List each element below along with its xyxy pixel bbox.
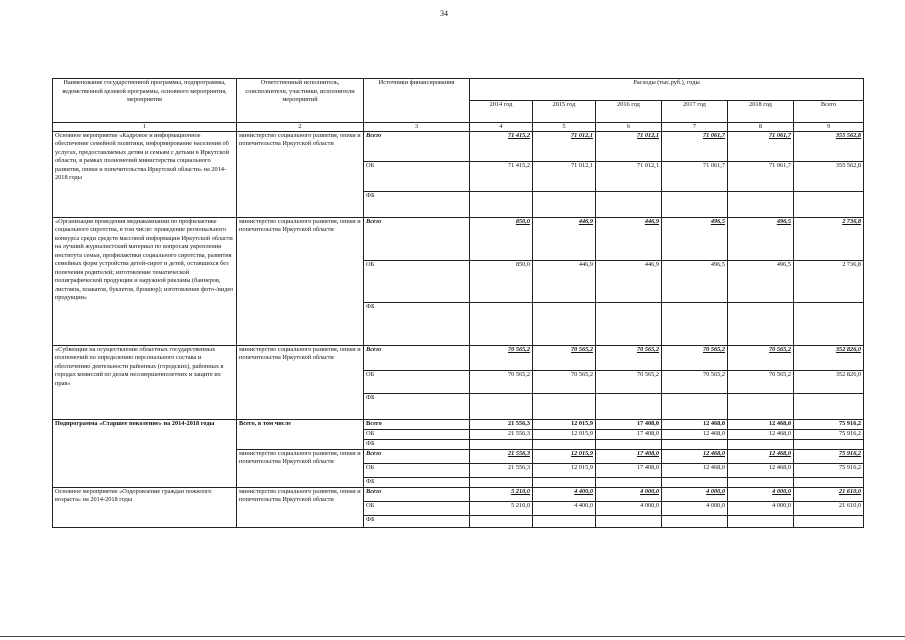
value-cell: 4 000,0	[662, 487, 728, 501]
value-cell: 75 916,2	[794, 429, 864, 439]
value-cell: 71 415,2	[470, 161, 533, 191]
value-cell: 850,0	[470, 217, 533, 260]
value-cell: 71 061,7	[662, 161, 728, 191]
header-year: 2018 год	[728, 101, 794, 123]
value-cell: 2 736,8	[794, 217, 864, 260]
value-cell: 70 565,2	[662, 370, 728, 393]
value-cell: 17 408,0	[596, 429, 662, 439]
value-cell: 17 408,0	[596, 419, 662, 429]
source-fb: ФБ	[364, 515, 470, 527]
value-cell: 5 210,0	[470, 487, 533, 501]
value-cell: 12 015,9	[533, 463, 596, 477]
value-cell: 71 012,1	[533, 131, 596, 161]
column-number: 7	[662, 123, 728, 132]
source-total: Всего	[364, 131, 470, 161]
value-cell: 70 565,2	[596, 370, 662, 393]
source-total: Всего	[364, 345, 470, 370]
activity-name: «Субвенции на осуществление областных государственных полномочий по определению персонального состава и обеспечению деятельности районных (городских), районных в городах комиссий по делам несовершеннолетних и защите их прав»	[53, 345, 237, 419]
source-total: Всего	[364, 449, 470, 463]
budget-table	[52, 78, 864, 528]
value-cell: 17 408,0	[596, 463, 662, 477]
value-cell: 4 000,0	[728, 501, 794, 515]
column-number: 1	[53, 123, 237, 132]
source-total: Всего	[364, 217, 470, 260]
column-number: 2	[237, 123, 364, 132]
source-ob: ОБ	[364, 501, 470, 515]
value-cell: 21 556,3	[470, 429, 533, 439]
value-cell: 446,9	[533, 217, 596, 260]
value-cell: 71 012,1	[596, 161, 662, 191]
value-cell: 70 565,2	[662, 345, 728, 370]
value-cell: 70 565,2	[728, 345, 794, 370]
subprogram-ministry: министерство социального развития, опеки и попечительства Иркутской области	[237, 449, 364, 487]
value-cell: 12 015,9	[533, 449, 596, 463]
value-cell: 446,9	[533, 260, 596, 302]
header-expenses: Расходы (тыс.руб.), годы	[470, 79, 864, 101]
column-number: 4	[470, 123, 533, 132]
value-cell: 75 916,2	[794, 419, 864, 429]
activity-name: Основное мероприятие «Кадровое и информационное обеспечение семейной политики, информирование населения об услугах, предоставляемых детям и семьям с детьми в Иркутской области, в рамках полномочий министерства социального развития, опеки и попечительства Иркутской области» на 2014-2018 годы	[53, 131, 237, 217]
value-cell: 4 000,0	[596, 501, 662, 515]
value-cell: 12 468,0	[662, 429, 728, 439]
value-cell: 446,9	[596, 260, 662, 302]
value-cell: 21 556,3	[470, 419, 533, 429]
value-cell: 70 565,2	[533, 345, 596, 370]
column-number: 6	[596, 123, 662, 132]
value-cell: 12 468,0	[728, 463, 794, 477]
subprogram-name: Подпрограмма «Старшее поколение» на 2014-2018 годы	[53, 419, 237, 487]
value-cell: 5 210,0	[470, 501, 533, 515]
value-cell: 75 916,2	[794, 449, 864, 463]
source-fb: ФБ	[364, 302, 470, 345]
source-ob: ОБ	[364, 463, 470, 477]
value-cell: 21 610,0	[794, 487, 864, 501]
value-cell: 70 565,2	[728, 370, 794, 393]
activity-executor: министерство социального развития, опеки и попечительства Иркутской области	[237, 131, 364, 217]
value-cell: 17 408,0	[596, 449, 662, 463]
value-cell: 352 826,0	[794, 345, 864, 370]
value-cell: 12 015,9	[533, 419, 596, 429]
value-cell: 71 061,7	[662, 131, 728, 161]
value-cell: 4 000,0	[662, 501, 728, 515]
header-total: Всего	[794, 101, 864, 123]
source-total: Всего	[364, 419, 470, 429]
value-cell: 70 565,2	[470, 370, 533, 393]
subprogram-executor-total: Всего, в том числе	[237, 419, 364, 449]
value-cell: 496,5	[728, 260, 794, 302]
value-cell: 496,5	[728, 217, 794, 260]
activity-executor: министерство социального развития, опеки и попечительства Иркутской области	[237, 345, 364, 419]
page-number: 34	[440, 9, 448, 18]
header-year: 2017 год	[662, 101, 728, 123]
activity-executor: министерство социального развития, опеки и попечительства Иркутской области	[237, 217, 364, 345]
column-number: 3	[364, 123, 470, 132]
value-cell: 850,0	[470, 260, 533, 302]
source-ob: ОБ	[364, 429, 470, 439]
page-edge-line	[0, 636, 905, 637]
value-cell: 496,5	[662, 217, 728, 260]
header-executor: Ответственный исполнитель, соисполнители, участники, исполнители мероприятий	[237, 79, 364, 123]
value-cell: 4 400,0	[533, 487, 596, 501]
column-number: 9	[794, 123, 864, 132]
value-cell: 4 400,0	[533, 501, 596, 515]
value-cell: 12 468,0	[662, 419, 728, 429]
activity-executor: министерство социального развития, опеки и попечительства Иркутской области	[237, 487, 364, 527]
value-cell: 71 061,7	[728, 131, 794, 161]
value-cell: 12 468,0	[728, 449, 794, 463]
value-cell: 12 468,0	[662, 449, 728, 463]
value-cell: 12 468,0	[728, 419, 794, 429]
value-cell: 70 565,2	[533, 370, 596, 393]
value-cell: 2 736,8	[794, 260, 864, 302]
source-fb: ФБ	[364, 393, 470, 419]
value-cell: 12 468,0	[662, 463, 728, 477]
source-ob: ОБ	[364, 260, 470, 302]
value-cell: 70 565,2	[470, 345, 533, 370]
source-ob: ОБ	[364, 370, 470, 393]
header-year: 2014 год	[470, 101, 533, 123]
header-source: Источники финансирования	[364, 79, 470, 123]
value-cell: 12 468,0	[728, 429, 794, 439]
value-cell: 75 916,2	[794, 463, 864, 477]
activity-name: Основное мероприятие «Оздоровление граждан пожилого возраста» на 2014-2018 годы	[53, 487, 237, 527]
column-number: 5	[533, 123, 596, 132]
column-number: 8	[728, 123, 794, 132]
source-ob: ОБ	[364, 161, 470, 191]
source-fb: ФБ	[364, 477, 470, 487]
value-cell: 355 562,8	[794, 131, 864, 161]
value-cell: 71 415,2	[470, 131, 533, 161]
source-fb: ФБ	[364, 439, 470, 449]
value-cell: 71 012,1	[596, 131, 662, 161]
value-cell: 4 000,0	[596, 487, 662, 501]
source-fb: ФБ	[364, 191, 470, 217]
header-name: Наименование государственной программы, подпрограммы, ведомственной целевой программы, основного мероприятия, мероприятия	[53, 79, 237, 123]
value-cell: 21 610,0	[794, 501, 864, 515]
source-total: Всего	[364, 487, 470, 501]
value-cell: 71 012,1	[533, 161, 596, 191]
value-cell: 496,5	[662, 260, 728, 302]
header-year: 2015 год	[533, 101, 596, 123]
header-year: 2016 год	[596, 101, 662, 123]
value-cell: 12 015,9	[533, 429, 596, 439]
activity-name: «Организация проведения медиакампании по профилактике социального сиротства, в том числе: проведение регионального конкурса среди средств массовой информации Иркутской области на лучший журналистский материал по вопросам укрепления института семьи, профилактики социального сиротства, развития семейных форм устройства детей-сирот и детей, оставшихся без попечения родителей; изготовление тематической полиграфической продукции и наружной рекламы (баннеров, листовок, плакатов, буклетов, брошюр); изготовление фото-/видео продукции»	[53, 217, 237, 345]
value-cell: 21 556,3	[470, 463, 533, 477]
value-cell: 355 562,8	[794, 161, 864, 191]
value-cell: 21 556,3	[470, 449, 533, 463]
value-cell: 352 826,0	[794, 370, 864, 393]
value-cell: 71 061,7	[728, 161, 794, 191]
value-cell: 70 565,2	[596, 345, 662, 370]
value-cell: 4 000,0	[728, 487, 794, 501]
value-cell: 446,9	[596, 217, 662, 260]
